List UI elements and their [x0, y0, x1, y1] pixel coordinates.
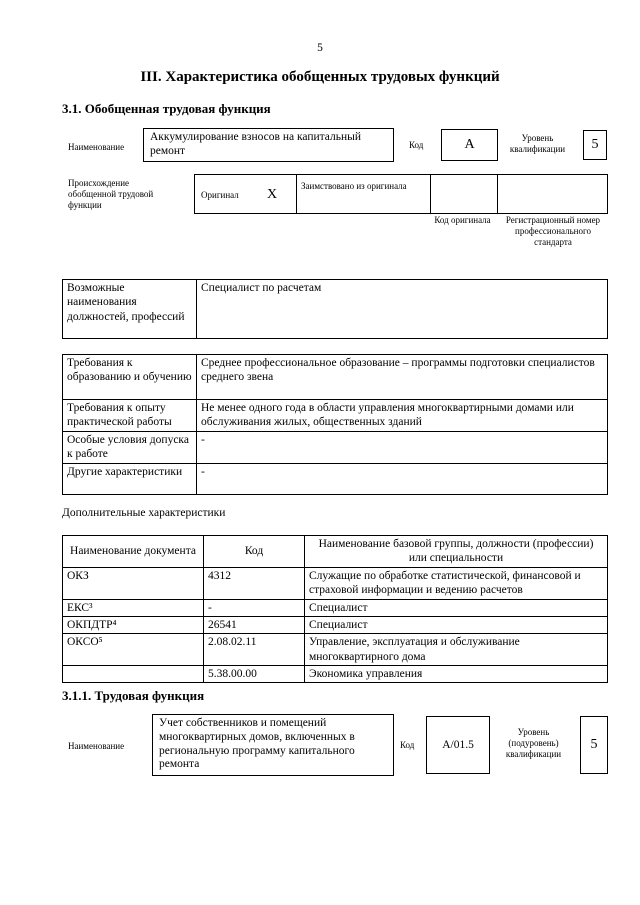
- doc-name-cell: [63, 666, 204, 683]
- gtf-name-label: Наименование: [68, 142, 125, 152]
- code-cell: 4312: [204, 567, 305, 599]
- positions-label: Возможные наименования должностей, профессий: [63, 280, 197, 339]
- gtf-level-box: [583, 130, 607, 160]
- doc-name-cell: ОКПДТР⁴: [63, 616, 204, 633]
- table-row: [63, 616, 608, 633]
- requirement-label: Требования к опыту практической работы: [63, 400, 197, 432]
- gtf-origin-code-caption: Код оригинала: [434, 215, 491, 225]
- additional-header-row: [63, 536, 608, 568]
- tf-heading: 3.1.1. Трудовая функция: [62, 688, 205, 703]
- table-row: [63, 599, 608, 616]
- code-cell: 5.38.00.00: [204, 666, 305, 683]
- group-name-cell: Служащие по обработке статистической, финансовой и страховой информации и ведению расчетов: [305, 567, 608, 599]
- origin-divider-1: [296, 175, 297, 213]
- group-name-cell: Управление, эксплуатация и обслуживание многоквартирного дома: [305, 634, 608, 666]
- tf-name-value: Учет собственников и помещений многоквартирных домов, включенных в региональную программу капитального ремонта: [159, 717, 355, 771]
- origin-divider-3: [497, 175, 498, 213]
- gtf-borrowed-label: Заимствовано из оригинала: [301, 181, 407, 191]
- tf-code-value: А/01.5: [442, 739, 474, 751]
- tf-level-box: [580, 716, 608, 774]
- positions-value: Специалист по расчетам: [197, 280, 608, 339]
- page-number: 5: [317, 42, 323, 54]
- additional-table: [62, 535, 608, 683]
- gtf-name-box: [143, 128, 394, 162]
- gtf-level-value: 5: [591, 137, 599, 152]
- requirement-label: Требования к образованию и обучению: [63, 355, 197, 400]
- code-cell: 2.08.02.11: [204, 634, 305, 666]
- code-cell: -: [204, 599, 305, 616]
- doc-name-cell: ОКЗ: [63, 567, 204, 599]
- requirement-label: Особые условия допуска к работе: [63, 431, 197, 463]
- doc-name-cell: ОКСО⁵: [63, 634, 204, 666]
- requirements-table: [62, 354, 608, 495]
- requirement-row: [63, 400, 608, 432]
- gtf-reg-number-caption: Регистрационный номер профессионального стандарта: [505, 215, 601, 247]
- table-row: [63, 567, 608, 599]
- gtf-name-value: Аккумулирование взносов на капитальный ремонт: [150, 131, 362, 157]
- header-code: Код: [204, 536, 305, 568]
- tf-name-label: Наименование: [68, 741, 125, 751]
- table-row: [63, 634, 608, 666]
- origin-divider-2: [430, 175, 431, 213]
- gtf-original-label: Оригинал: [201, 190, 239, 200]
- gtf-heading: 3.1. Обобщенная трудовая функция: [62, 101, 271, 116]
- gtf-original-mark: X: [267, 187, 278, 202]
- requirement-label: Другие характеристики: [63, 463, 197, 494]
- header-doc-name: Наименование документа: [63, 536, 204, 568]
- group-name-cell: Специалист: [305, 616, 608, 633]
- section-title: III. Характеристика обобщенных трудовых функций: [140, 69, 500, 85]
- code-cell: 26541: [204, 616, 305, 633]
- requirement-row: [63, 463, 608, 494]
- tf-level-label: Уровень (подуровень) квалификации: [505, 727, 562, 759]
- requirement-value: -: [197, 463, 608, 494]
- group-name-cell: Экономика управления: [305, 666, 608, 683]
- requirement-row: [63, 355, 608, 400]
- gtf-code-box: [441, 129, 498, 161]
- doc-name-cell: ЕКС³: [63, 599, 204, 616]
- gtf-code-label: Код: [409, 140, 424, 150]
- header-group-name: Наименование базовой группы, должности (профессии) или специальности: [305, 536, 608, 568]
- requirement-value: -: [197, 431, 608, 463]
- requirement-value: Среднее профессиональное образование – программы подготовки специалистов среднего звена: [197, 355, 608, 400]
- tf-code-label: Код: [400, 740, 415, 750]
- additional-heading: Дополнительные характеристики: [62, 507, 226, 519]
- gtf-origin-label: Происхождение обобщенной трудовой функции: [68, 178, 154, 210]
- positions-table: [62, 279, 608, 339]
- tf-name-box: [152, 714, 394, 776]
- requirement-value: Не менее одного года в области управления многоквартирными домами или обслуживания жилых, общественных зданий: [197, 400, 608, 432]
- tf-level-value: 5: [590, 737, 598, 752]
- requirement-row: [63, 431, 608, 463]
- gtf-code-value: А: [464, 137, 475, 152]
- tf-code-box: [426, 716, 490, 774]
- table-row: [63, 666, 608, 683]
- gtf-level-label: Уровень квалификации: [509, 133, 566, 154]
- group-name-cell: Специалист: [305, 599, 608, 616]
- gtf-origin-box: [194, 174, 608, 214]
